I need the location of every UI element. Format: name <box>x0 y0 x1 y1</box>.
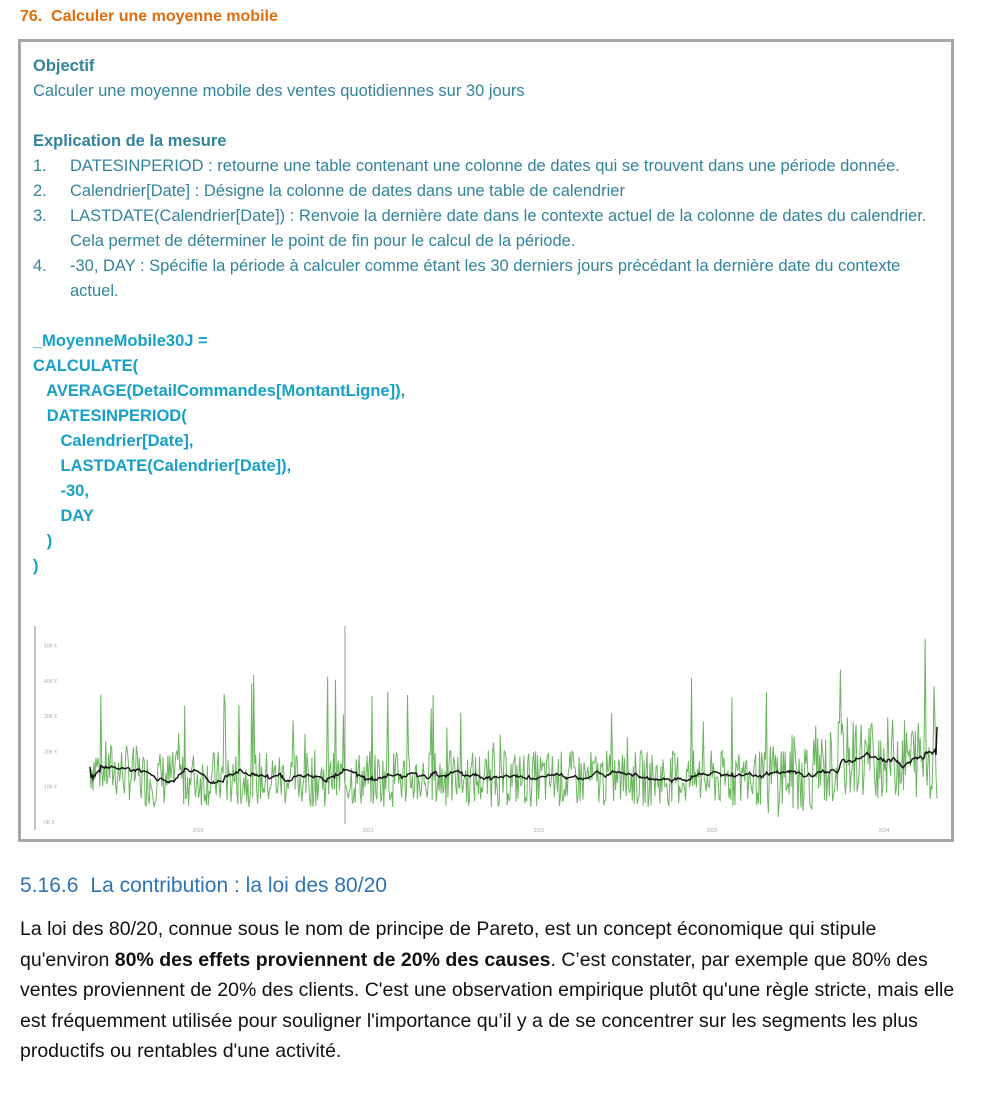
code-line: LASTDATE(Calendrier[Date]), <box>33 457 292 475</box>
code-line: CALCULATE( <box>33 357 139 375</box>
daily-sales-line <box>90 639 937 817</box>
x-tick-label: 2020 <box>192 828 204 834</box>
y-tick-label: 10K € <box>44 784 58 791</box>
list-item-number: 1. <box>33 157 47 175</box>
subsection-heading <box>20 874 387 898</box>
code-line: ) <box>33 532 53 550</box>
y-tick-label: 0K € <box>44 820 55 826</box>
y-tick-label: 30K € <box>44 714 58 721</box>
explanation-list <box>33 154 939 304</box>
list-item-text: Calendrier[Date] : Désigne la colonne de dates dans une table de calendrier <box>70 182 625 200</box>
subsection-number: 5.16.6 <box>20 874 79 897</box>
dax-code-block <box>33 329 939 579</box>
moving-average-chart <box>32 622 944 834</box>
x-tick-label: 2022 <box>533 828 545 834</box>
paragraph-bold: 80% des effets proviennent de 20% des causes <box>114 948 551 971</box>
list-item <box>33 204 939 254</box>
code-line: DAY <box>33 507 94 525</box>
section-heading <box>20 8 278 26</box>
y-tick-label: 40K € <box>44 678 58 685</box>
paragraph-text: La loi des 80/20, connue sous le nom de principe de Pareto, est un concept économique qui stipule qu'environ <box>20 918 877 971</box>
list-item-text: DATESINPERIOD : retourne une table contenant une colonne de dates qui se trouvent dans une période donnée. <box>70 157 900 175</box>
x-tick-label: 2024 <box>878 828 890 834</box>
code-line: DATESINPERIOD( <box>33 407 187 425</box>
code-line: ) <box>33 557 39 575</box>
subsection-title: La contribution : la loi des 80/20 <box>90 874 387 897</box>
list-item <box>33 179 939 204</box>
section-title: Calculer une moyenne mobile <box>51 8 278 25</box>
list-item-text: -30, DAY : Spécifie la période à calculer comme étant les 30 derniers jours précédant la dernière date du contexte actuel. <box>70 257 901 300</box>
y-tick-label: 50K € <box>44 643 58 650</box>
list-item-number: 4. <box>33 257 47 275</box>
explanation-label: Explication de la mesure <box>33 132 227 150</box>
list-item-number: 2. <box>33 182 47 200</box>
objective-text: Calculer une moyenne mobile des ventes quotidiennes sur 30 jours <box>33 82 525 100</box>
code-line: AVERAGE(DetailCommandes[MontantLigne]), <box>33 382 406 400</box>
paragraph-text: . C’est constater, par exemple que 80% des ventes proviennent de 20% des clients. C'est une observation empirique plutôt qu'une règle stricte, mais elle est fréquemment utilisée pour souligner l'importance qu’il y a de se concentrer sur les segments les plus productifs ou rentables d'une activité. <box>20 948 955 1062</box>
list-item <box>33 154 939 179</box>
code-line: -30, <box>33 482 89 500</box>
list-item-number: 3. <box>33 207 47 225</box>
example-box-content <box>33 54 939 579</box>
code-line: Calendrier[Date], <box>33 432 194 450</box>
x-tick-label: 2023 <box>706 828 718 834</box>
body-paragraph <box>20 914 955 1067</box>
code-line: _MoyenneMobile30J = <box>33 332 208 350</box>
y-tick-label: 20K € <box>44 749 58 756</box>
section-number: 76. <box>20 8 43 25</box>
list-item <box>33 254 939 304</box>
example-box <box>18 39 954 842</box>
x-tick-label: 2021 <box>362 828 374 834</box>
list-item-text: LASTDATE(Calendrier[Date]) : Renvoie la dernière date dans le contexte actuel de la colonne de dates du calendrier. Cela permet de déterminer le point de fin pour le calcul de la période. <box>70 207 927 250</box>
objective-label: Objectif <box>33 57 95 75</box>
